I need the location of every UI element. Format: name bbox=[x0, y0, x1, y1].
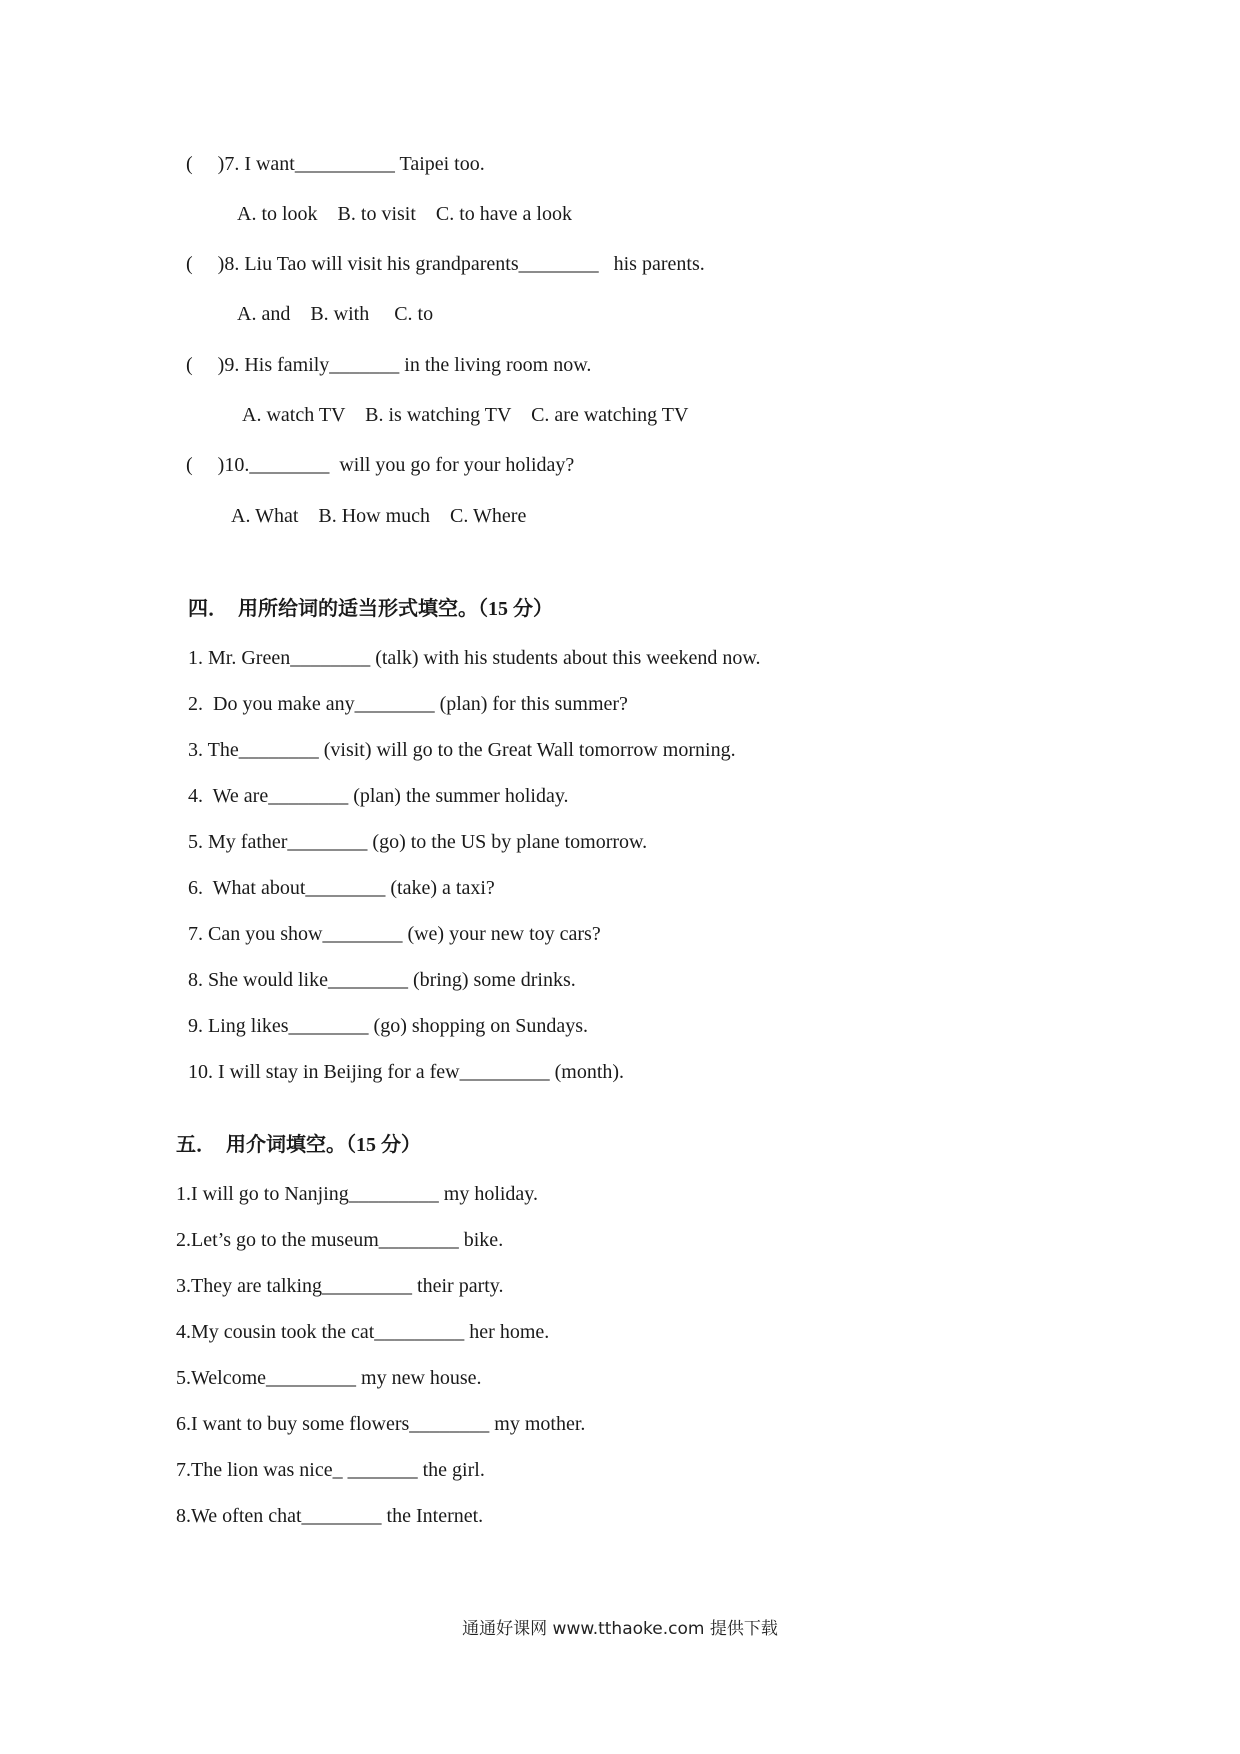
section-4-item: 1. Mr. Green________ (talk) with his students about this weekend now. bbox=[188, 647, 761, 669]
question-9-options: A. watch TV B. is watching TV C. are watching TV bbox=[242, 404, 689, 426]
section-4-item: 7. Can you show________ (we) your new toy cars? bbox=[188, 923, 601, 945]
question-7: ( )7. I want__________ Taipei too. bbox=[186, 153, 485, 175]
section-4-item: 9. Ling likes________ (go) shopping on Sundays. bbox=[188, 1015, 588, 1037]
section-5-item: 2.Let’s go to the museum________ bike. bbox=[176, 1229, 504, 1251]
section-5-item: 5.Welcome_________ my new house. bbox=[176, 1367, 482, 1389]
section-5-item: 4.My cousin took the cat_________ her home. bbox=[176, 1321, 550, 1343]
section-5-item: 8.We often chat________ the Internet. bbox=[176, 1505, 484, 1527]
section-5-item: 3.They are talking_________ their party. bbox=[176, 1275, 504, 1297]
page-footer: 通通好课网 www.tthaoke.com 提供下载 bbox=[462, 1619, 778, 1639]
section-4-title: 四． 用所给词的适当形式填空。（15 分） bbox=[188, 598, 553, 620]
question-7-options: A. to look B. to visit C. to have a look bbox=[237, 203, 572, 225]
section-4-item: 4. We are________ (plan) the summer holiday. bbox=[188, 785, 569, 807]
section-5-item: 1.I will go to Nanjing_________ my holiday. bbox=[176, 1183, 539, 1205]
question-10-options: A. What B. How much C. Where bbox=[231, 505, 527, 527]
question-8-options: A. and B. with C. to bbox=[237, 303, 434, 325]
section-4-item: 3. The________ (visit) will go to the Great Wall tomorrow morning. bbox=[188, 739, 736, 761]
section-5-title: 五． 用介词填空。（15 分） bbox=[176, 1134, 421, 1156]
section-4-item: 2. Do you make any________ (plan) for this summer? bbox=[188, 693, 628, 715]
section-4-item: 5. My father________ (go) to the US by plane tomorrow. bbox=[188, 831, 648, 853]
question-9: ( )9. His family_______ in the living room now. bbox=[186, 354, 592, 376]
section-4-item: 10. I will stay in Beijing for a few_________ (month). bbox=[188, 1061, 625, 1083]
section-4-item: 8. She would like________ (bring) some drinks. bbox=[188, 969, 576, 991]
section-5-item: 6.I want to buy some flowers________ my mother. bbox=[176, 1413, 586, 1435]
question-8: ( )8. Liu Tao will visit his grandparents________ his parents. bbox=[186, 253, 705, 275]
section-5-item: 7.The lion was nice_ _______ the girl. bbox=[176, 1459, 485, 1481]
section-4-item: 6. What about________ (take) a taxi? bbox=[188, 877, 495, 899]
question-10: ( )10.________ will you go for your holiday? bbox=[186, 454, 575, 476]
